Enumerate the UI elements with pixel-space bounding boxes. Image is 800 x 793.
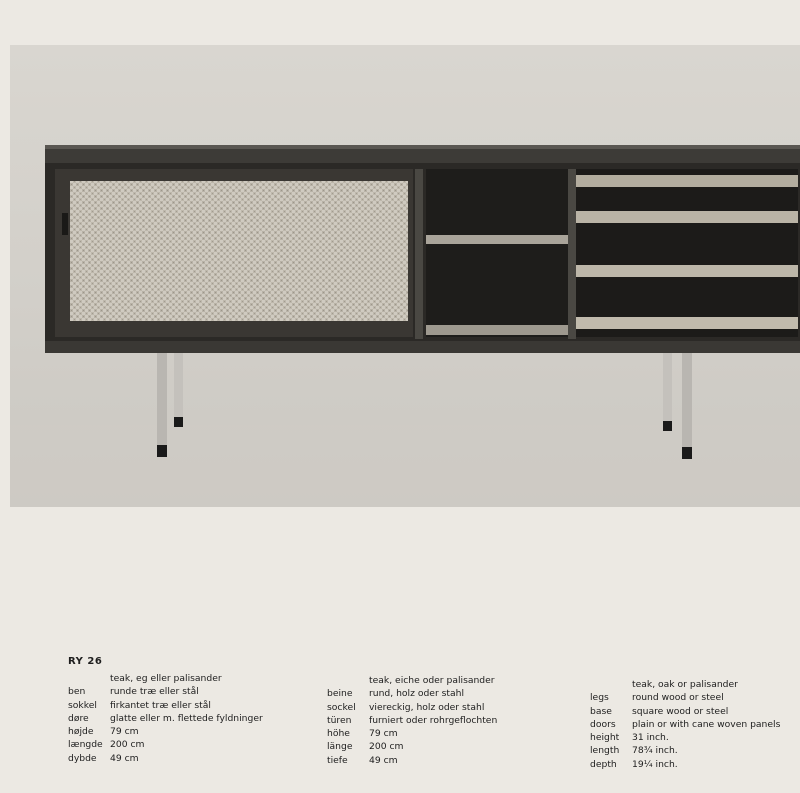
spec-value: 79 cm xyxy=(369,728,398,740)
spec-column-german xyxy=(327,674,497,767)
product-photo xyxy=(10,45,800,507)
material-line: teak, eiche oder palisander xyxy=(369,675,495,686)
spec-row xyxy=(68,752,263,765)
open-shelf xyxy=(426,169,568,337)
spec-label: ben xyxy=(68,686,86,698)
spec-value: 200 cm xyxy=(110,739,145,751)
spec-value: plain or with cane woven panels xyxy=(632,718,781,730)
spec-value: 49 cm xyxy=(110,752,139,764)
spec-label: länge xyxy=(327,741,353,753)
spec-label: depth xyxy=(590,758,617,770)
spec-label: sockel xyxy=(327,701,356,713)
spec-label: base xyxy=(590,705,612,717)
spec-label: længde xyxy=(68,739,103,751)
spec-row xyxy=(327,727,497,740)
material-line: teak, eg eller palisander xyxy=(110,673,222,684)
spec-row xyxy=(68,699,263,712)
spec-value: 200 cm xyxy=(369,741,404,753)
spec-value: 19¼ inch. xyxy=(632,758,678,770)
spec-label: height xyxy=(590,732,620,744)
spec-label: beine xyxy=(327,688,353,700)
spec-row xyxy=(590,744,780,757)
spec-label: doors xyxy=(590,718,616,730)
spec-value: runde træ eller stål xyxy=(110,686,199,698)
spec-label: tiefe xyxy=(327,754,348,766)
material-line: teak, oak or palisander xyxy=(632,679,738,690)
sideboard-illustration xyxy=(10,45,800,507)
model-code: RY 26 xyxy=(68,656,103,667)
spec-label: höhe xyxy=(327,728,350,740)
spec-row xyxy=(68,685,263,698)
spec-row xyxy=(68,738,263,751)
spec-label: sokkel xyxy=(68,699,97,711)
spec-value: glatte eller m. flettede fyldninger xyxy=(110,712,263,724)
spec-value: round wood or steel xyxy=(632,692,724,704)
spec-row xyxy=(590,758,780,771)
spec-value: firkantet træ eller stål xyxy=(110,699,211,711)
spec-row xyxy=(590,731,780,744)
spec-value: square wood or steel xyxy=(632,705,729,717)
spec-row xyxy=(327,754,497,767)
spec-row xyxy=(68,725,263,738)
drawer-section xyxy=(576,169,798,337)
spec-column-danish xyxy=(68,672,263,765)
spec-row xyxy=(327,714,497,727)
spec-value: 31 inch. xyxy=(632,732,669,744)
spec-value: 49 cm xyxy=(369,754,398,766)
spec-row xyxy=(327,701,497,714)
spec-label: legs xyxy=(590,692,609,704)
spec-label: højde xyxy=(68,726,94,738)
leg-right-front xyxy=(682,347,692,457)
spec-value: 78¾ inch. xyxy=(632,745,678,757)
leg-right-back xyxy=(663,347,672,427)
spec-row xyxy=(327,740,497,753)
leg-left-back xyxy=(174,347,183,427)
spec-row xyxy=(590,705,780,718)
spec-row xyxy=(590,718,780,731)
cane-door xyxy=(70,181,408,321)
spec-value: furniert oder rohrgeflochten xyxy=(369,714,498,726)
spec-value: 79 cm xyxy=(110,726,139,738)
spec-row xyxy=(327,687,497,700)
spec-column-english xyxy=(590,678,780,771)
spec-row xyxy=(590,691,780,704)
spec-label: døre xyxy=(68,712,89,724)
spec-label: dybde xyxy=(68,752,97,764)
spec-value: viereckig, holz oder stahl xyxy=(369,701,485,713)
spec-label: türen xyxy=(327,714,352,726)
spec-row xyxy=(68,712,263,725)
spec-label: length xyxy=(590,745,620,757)
spec-value: rund, holz oder stahl xyxy=(369,688,465,700)
leg-left-front xyxy=(157,347,167,455)
